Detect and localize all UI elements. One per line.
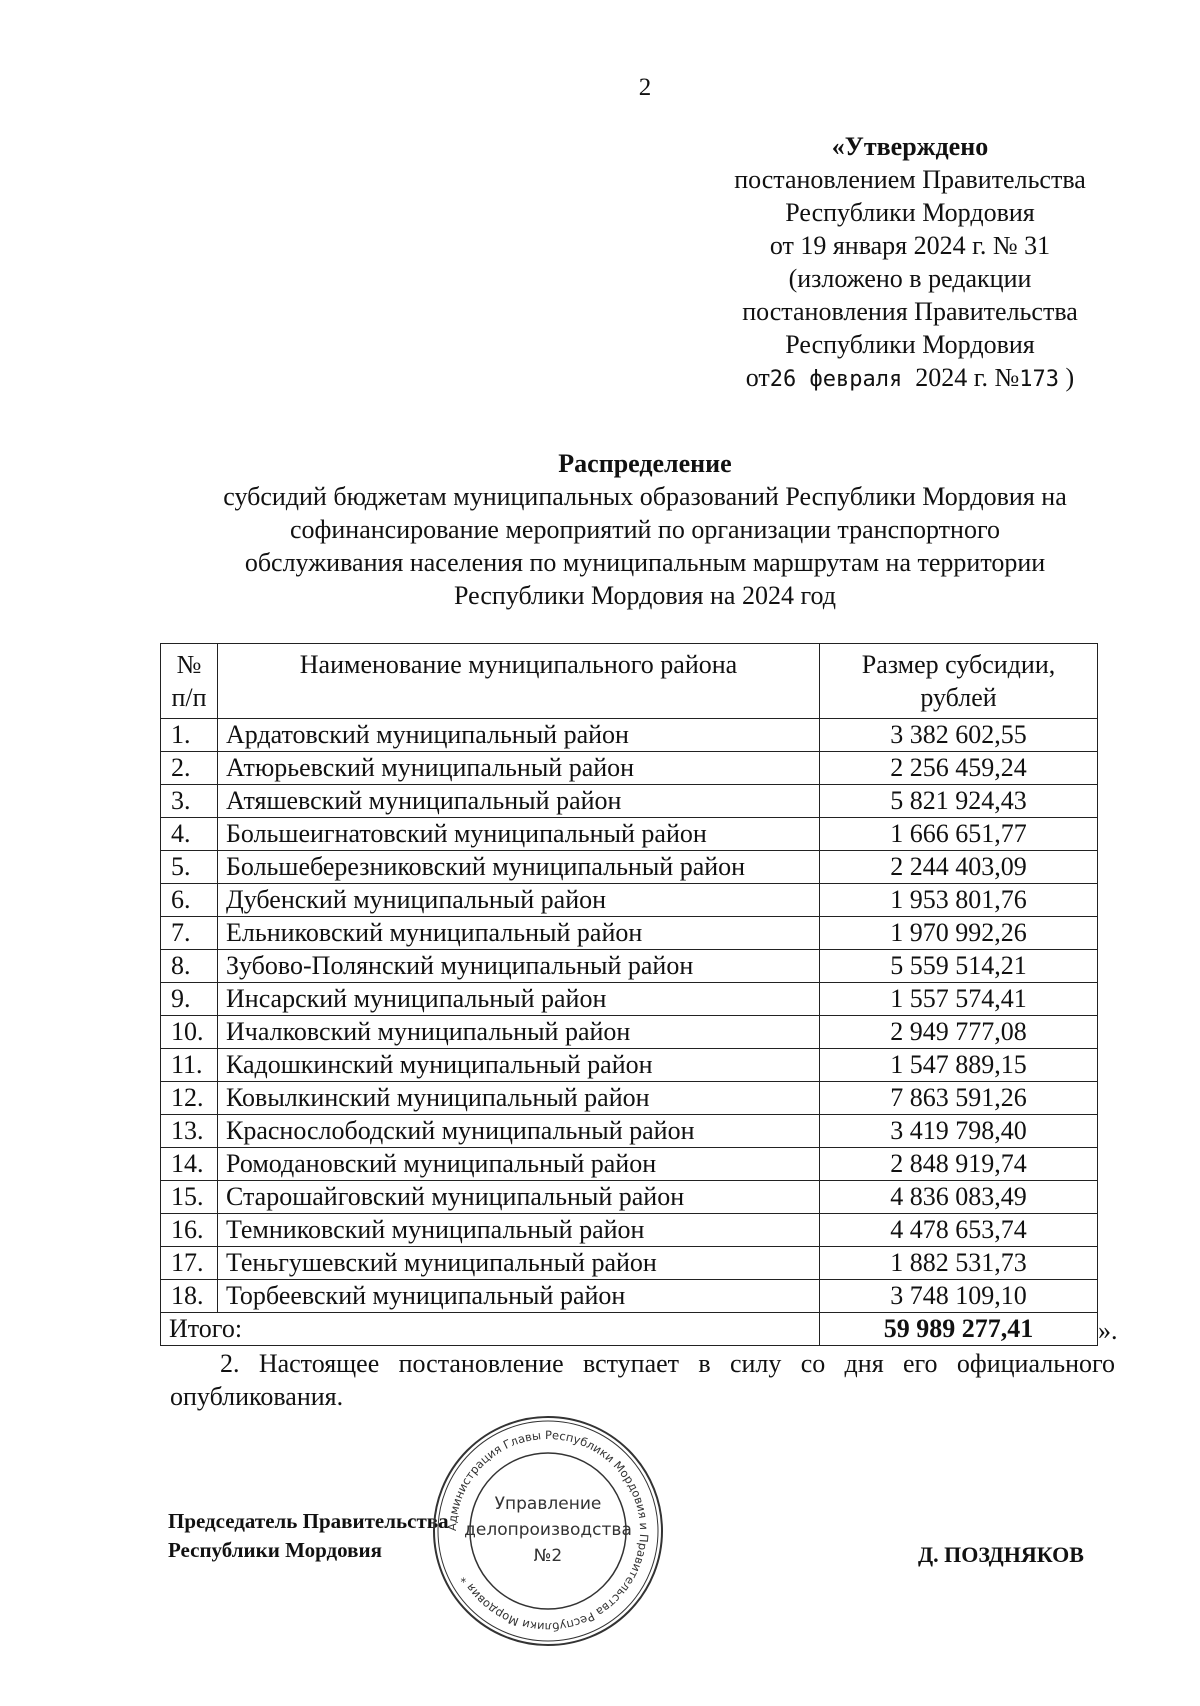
row-district-name: Ардатовский муниципальный район [218,719,820,752]
row-amount: 3 419 798,40 [820,1115,1098,1148]
header-num [161,644,218,719]
row-amount: 1 882 531,73 [820,1247,1098,1280]
row-number: 17. [161,1247,218,1280]
row-district-name: Торбеевский муниципальный район [218,1280,820,1313]
closing-quote: ». [1098,1316,1118,1345]
row-amount: 1 547 889,15 [820,1049,1098,1082]
row-amount: 7 863 591,26 [820,1082,1098,1115]
row-amount: 5 559 514,21 [820,950,1098,983]
row-number: 5. [161,851,218,884]
row-district-name: Большеигнатовский муниципальный район [218,818,820,851]
header-amount-line1: Размер субсидии, [861,650,1056,679]
row-district-name: Ромодановский муниципальный район [218,1148,820,1181]
approval-line: Республики Мордовия [785,198,1035,227]
row-district-name: Зубово-Полянский муниципальный район [218,950,820,983]
approval-line: (изложено в редакции [788,264,1032,293]
row-amount: 2 256 459,24 [820,752,1098,785]
row-amount: 4 478 653,74 [820,1214,1098,1247]
approval-line: от 19 января 2024 г. № 31 [769,231,1051,260]
header-amount-line2: рублей [920,683,997,712]
approval-suffix: ) [1065,363,1075,392]
row-amount: 1 953 801,76 [820,884,1098,917]
row-amount: 2 848 919,74 [820,1148,1098,1181]
row-district-name: Старошайговский муниципальный район [218,1181,820,1214]
table-row [161,950,1098,983]
title-line: софинансирование мероприятий по организации транспортного [290,515,1000,544]
stamp-line3: №2 [533,1546,563,1566]
stamp-line2: делопроизводства [464,1520,632,1540]
table-row [161,917,1098,950]
table-row [161,983,1098,1016]
table-row [161,1247,1098,1280]
row-number: 11. [161,1049,218,1082]
title-line: Республики Мордовия на 2024 год [454,581,836,610]
row-number: 9. [161,983,218,1016]
row-number: 10. [161,1016,218,1049]
paragraph: 2. Настоящее постановление вступает в силу со дня его официального опубликования. [170,1349,1115,1411]
row-district-name: Кадошкинский муниципальный район [218,1049,820,1082]
subsidy-table [160,643,1098,1346]
table-row [161,884,1098,917]
official-stamp [430,1413,666,1649]
row-amount: 2 244 403,09 [820,851,1098,884]
header-num-line1: № [176,650,202,679]
row-number: 1. [161,719,218,752]
table-row [161,1214,1098,1247]
row-number: 12. [161,1082,218,1115]
row-amount: 1 666 651,77 [820,818,1098,851]
approval-line: Республики Мордовия [785,330,1035,359]
approval-prefix: от [745,363,770,392]
row-district-name: Ичалковский муниципальный район [218,1016,820,1049]
title-heading: Распределение [558,449,732,478]
stamp-line1: Управление [494,1494,602,1514]
table-row [161,785,1098,818]
row-district-name: Большеберезниковский муниципальный район [218,851,820,884]
approval-line: постановления Правительства [742,297,1078,326]
table-row [161,1148,1098,1181]
approval-date: 26 февраля [769,367,903,392]
row-district-name: Краснослободский муниципальный район [218,1115,820,1148]
signature-title-line2: Республики Мордовия [168,1538,382,1562]
table-header-row [161,644,1098,719]
row-amount: 1 557 574,41 [820,983,1098,1016]
document-title [160,447,1130,612]
signature-name: Д. ПОЗДНЯКОВ [918,1542,1084,1567]
table-row [161,752,1098,785]
row-district-name: Инсарский муниципальный район [218,983,820,1016]
header-amount [820,644,1098,719]
title-line: обслуживания населения по муниципальным маршрутам на территории [244,548,1046,577]
row-number: 18. [161,1280,218,1313]
row-district-name: Темниковский муниципальный район [218,1214,820,1247]
row-number: 15. [161,1181,218,1214]
approval-block [700,130,1120,396]
row-number: 8. [161,950,218,983]
page-number: 2 [638,74,652,101]
approval-line: постановлением Правительства [734,165,1086,194]
table-body [161,719,1098,1313]
row-amount: 5 821 924,43 [820,785,1098,818]
table-row [161,1082,1098,1115]
total-label: Итого: [161,1313,820,1346]
stamp-ring-text: Администрация Главы Республики Мордовия и Правительства Республики Мордовия * [444,1427,652,1635]
total-amount: 59 989 277,41 [820,1313,1098,1346]
header-name: Наименование муниципального района [218,644,820,719]
signature-title-line1: Председатель Правительства [168,1509,449,1533]
row-amount: 3 748 109,10 [820,1280,1098,1313]
table-row [161,1049,1098,1082]
row-number: 16. [161,1214,218,1247]
row-number: 7. [161,917,218,950]
row-amount: 4 836 083,49 [820,1181,1098,1214]
row-number: 6. [161,884,218,917]
approval-year: 2024 г. № [915,363,1020,392]
table-row [161,1115,1098,1148]
title-line: субсидий бюджетам муниципальных образований Республики Мордовия на [223,482,1067,511]
row-amount: 3 382 602,55 [820,719,1098,752]
row-number: 13. [161,1115,218,1148]
row-number: 4. [161,818,218,851]
header-num-line2: п/п [171,683,207,712]
row-district-name: Атяшевский муниципальный район [218,785,820,818]
table-row [161,818,1098,851]
signature-title [168,1507,449,1565]
row-number: 2. [161,752,218,785]
row-district-name: Атюрьевский муниципальный район [218,752,820,785]
table-row [161,1280,1098,1313]
table-row [161,719,1098,752]
row-amount: 2 949 777,08 [820,1016,1098,1049]
row-number: 14. [161,1148,218,1181]
approval-heading: «Утверждено [831,132,989,161]
approval-date-line [700,361,1120,396]
row-district-name: Ковылкинский муниципальный район [218,1082,820,1115]
table-row [161,1016,1098,1049]
table-row [161,1181,1098,1214]
row-district-name: Дубенский муниципальный район [218,884,820,917]
row-district-name: Ельниковский муниципальный район [218,917,820,950]
row-amount: 1 970 992,26 [820,917,1098,950]
total-row [161,1313,1098,1346]
table-row [161,851,1098,884]
row-number: 3. [161,785,218,818]
approval-number: 173 [1019,367,1060,392]
row-district-name: Теньгушевский муниципальный район [218,1247,820,1280]
